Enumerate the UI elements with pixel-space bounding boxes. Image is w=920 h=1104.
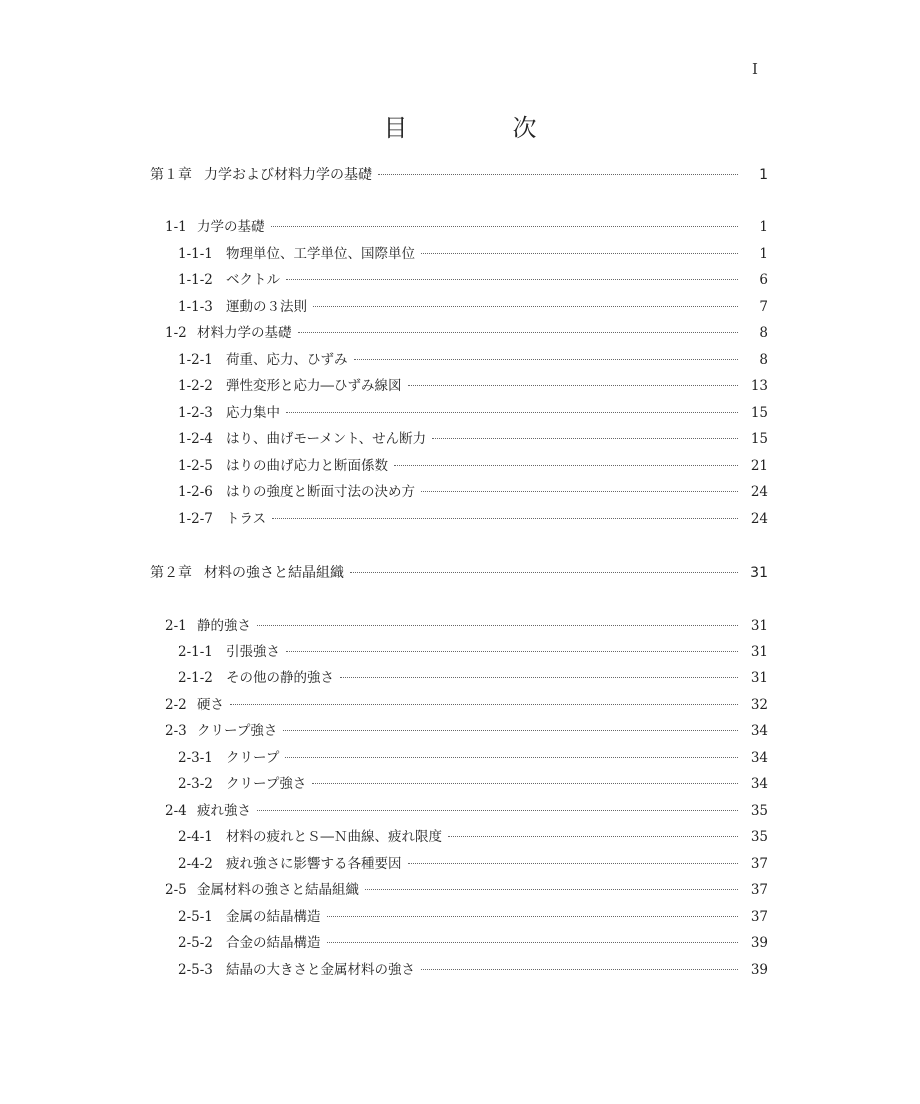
toc-entry-number: 1-2-3	[178, 405, 213, 421]
leader-dots	[283, 730, 738, 731]
leader-dots	[340, 677, 738, 678]
leader-dots	[350, 572, 738, 573]
leader-dots	[313, 306, 738, 307]
toc-entry-title: 静的強さ	[197, 618, 251, 634]
leader-dots	[421, 969, 738, 970]
toc-entry-number: 2-5	[165, 882, 187, 898]
toc-entry-number: 2-1	[165, 618, 187, 634]
toc-subsection-2-1-1[interactable]	[178, 641, 768, 663]
toc-entry-page: 13	[750, 378, 768, 394]
toc-entry-number: 1-1	[165, 219, 187, 235]
toc-entry-title: 運動の３法則	[226, 299, 307, 315]
leader-dots	[257, 625, 738, 626]
toc-subsection-1-2-7[interactable]	[178, 508, 768, 530]
toc-entry-number: 2-1-2	[178, 670, 213, 686]
toc-subsection-2-1-2[interactable]	[178, 667, 768, 689]
toc-subsection-1-2-5[interactable]	[178, 455, 768, 477]
leader-dots	[230, 704, 738, 705]
toc-entry-title: 引張強さ	[226, 644, 280, 660]
leader-dots	[421, 253, 738, 254]
toc-entry-page: 32	[750, 697, 768, 713]
toc-entry-page: 21	[750, 458, 768, 474]
toc-entry-title: 疲れ強さに影響する各種要因	[226, 856, 402, 872]
toc-entry-title: 力学の基礎	[197, 219, 265, 235]
toc-subsection-1-2-4[interactable]	[178, 428, 768, 450]
leader-dots	[271, 226, 739, 227]
toc-entry-page: 31	[750, 565, 768, 581]
toc-entry-page: 31	[750, 670, 768, 686]
toc-entry-number: 1-2-5	[178, 458, 213, 474]
toc-chapter-1[interactable]	[150, 164, 768, 186]
toc-entry-title: クリープ強さ	[197, 723, 278, 739]
toc-entry-number: 2-3-2	[178, 776, 213, 792]
toc-subsection-1-2-1[interactable]	[178, 349, 768, 371]
toc-entry-page: 7	[759, 299, 768, 315]
toc-entry-page: 15	[750, 431, 768, 447]
page-title-char-1: 目	[383, 114, 408, 142]
leader-dots	[298, 332, 739, 333]
toc-entry-page: 34	[750, 750, 768, 766]
toc-entry-number: 第１章	[150, 167, 192, 183]
toc-entry-page: 39	[750, 962, 768, 978]
toc-entry-page: 37	[750, 909, 768, 925]
toc-subsection-2-4-2[interactable]	[178, 853, 768, 875]
toc-entry-title: ベクトル	[226, 272, 280, 288]
toc-subsection-2-5-2[interactable]	[178, 932, 768, 954]
toc-entry-title: クリープ強さ	[226, 776, 307, 792]
toc-entry-number: 1-1-3	[178, 299, 213, 315]
toc-entry-title: 材料力学の基礎	[197, 325, 292, 341]
toc-entry-page: 35	[750, 803, 768, 819]
toc-section-1-2[interactable]	[165, 322, 768, 344]
leader-dots	[327, 942, 739, 943]
toc-entry-title: はりの強度と断面寸法の決め方	[226, 484, 415, 500]
toc-entry-number: 2-2	[165, 697, 187, 713]
toc-entry-title: 金属の結晶構造	[226, 909, 321, 925]
toc-entry-page: 6	[759, 272, 768, 288]
leader-dots	[285, 757, 738, 758]
toc-entry-title: はり、曲げモーメント、せん断力	[226, 431, 427, 447]
leader-dots	[312, 783, 738, 784]
toc-section-2-3[interactable]	[165, 720, 768, 742]
toc-entry-title: はりの曲げ応力と断面係数	[226, 458, 388, 474]
leader-dots	[365, 889, 738, 890]
toc-entry-page: 1	[759, 246, 768, 262]
toc-chapter-2[interactable]	[150, 562, 768, 584]
toc-entry-number: 2-5-2	[178, 935, 213, 951]
toc-entry-number: 1-2	[165, 325, 187, 341]
toc-subsection-2-5-3[interactable]	[178, 959, 768, 981]
toc-section-2-2[interactable]	[165, 694, 768, 716]
toc-entry-title: 結晶の大きさと金属材料の強さ	[226, 962, 415, 978]
toc-entry-number: 1-2-1	[178, 352, 213, 368]
toc-subsection-1-2-6[interactable]	[178, 481, 768, 503]
toc-entry-title: 物理単位、工学単位、国際単位	[226, 246, 415, 262]
toc-subsection-1-1-2[interactable]	[178, 269, 768, 291]
toc-entry-title: 金属材料の強さと結晶組織	[197, 882, 359, 898]
toc-entry-title: 荷重、応力、ひずみ	[226, 352, 348, 368]
leader-dots	[327, 916, 739, 917]
toc-entry-page: 39	[750, 935, 768, 951]
toc-entry-title: 合金の結晶構造	[226, 935, 321, 951]
toc-entry-page: 37	[750, 856, 768, 872]
toc-entry-page: 1	[759, 219, 768, 235]
toc-section-1-1[interactable]	[165, 216, 768, 238]
toc-entry-number: 2-4-2	[178, 856, 213, 872]
toc-entry-page: 37	[750, 882, 768, 898]
toc-entry-title: その他の静的強さ	[226, 670, 334, 686]
toc-entry-number: 1-1-2	[178, 272, 213, 288]
leader-dots	[408, 385, 739, 386]
toc-entry-number: 1-1-1	[178, 246, 213, 262]
toc-subsection-1-1-1[interactable]	[178, 243, 768, 265]
toc-entry-page: 8	[759, 352, 768, 368]
toc-entry-number: 2-5-3	[178, 962, 213, 978]
toc-entry-number: 第２章	[150, 565, 192, 581]
toc-section-2-4[interactable]	[165, 800, 768, 822]
toc-entry-page: 24	[750, 511, 768, 527]
toc-subsection-2-3-1[interactable]	[178, 747, 768, 769]
page-title-char-2: 次	[512, 114, 537, 142]
toc-entry-number: 1-2-7	[178, 511, 213, 527]
toc-subsection-1-2-2[interactable]	[178, 375, 768, 397]
leader-dots	[286, 279, 738, 280]
toc-entry-number: 1-2-6	[178, 484, 213, 500]
leader-dots	[448, 836, 738, 837]
leader-dots	[272, 518, 738, 519]
toc-entry-title: 弾性変形と応力―ひずみ線図	[226, 378, 402, 394]
toc-entry-number: 1-2-2	[178, 378, 213, 394]
toc-subsection-2-5-1[interactable]	[178, 906, 768, 928]
toc-entry-title: トラス	[226, 511, 267, 527]
leader-dots	[432, 438, 738, 439]
toc-entry-title: 硬さ	[197, 697, 224, 713]
leader-dots	[378, 174, 738, 175]
toc-section-2-1[interactable]	[165, 615, 768, 637]
toc-entry-page: 35	[750, 829, 768, 845]
toc-entry-title: 材料の強さと結晶組織	[204, 565, 344, 581]
toc-subsection-1-2-3[interactable]	[178, 402, 768, 424]
toc-entry-number: 2-3	[165, 723, 187, 739]
leader-dots	[286, 412, 738, 413]
page-number: I	[752, 60, 758, 78]
toc-entry-page: 15	[750, 405, 768, 421]
leader-dots	[257, 810, 738, 811]
leader-dots	[354, 359, 739, 360]
toc-subsection-2-4-1[interactable]	[178, 826, 768, 848]
toc-entry-number: 2-1-1	[178, 644, 213, 660]
toc-subsection-1-1-3[interactable]	[178, 296, 768, 318]
toc-section-2-5[interactable]	[165, 879, 768, 901]
toc-entry-title: 疲れ強さ	[197, 803, 251, 819]
toc-entry-number: 1-2-4	[178, 431, 213, 447]
toc-entry-number: 2-4-1	[178, 829, 213, 845]
toc-entry-page: 31	[750, 644, 768, 660]
toc-subsection-2-3-2[interactable]	[178, 773, 768, 795]
toc-entry-page: 1	[759, 167, 768, 183]
toc-entry-page: 31	[750, 618, 768, 634]
leader-dots	[421, 491, 738, 492]
toc-entry-page: 34	[750, 776, 768, 792]
toc-entry-number: 2-5-1	[178, 909, 213, 925]
toc-entry-page: 34	[750, 723, 768, 739]
leader-dots	[286, 651, 738, 652]
leader-dots	[394, 465, 738, 466]
toc-entry-number: 2-3-1	[178, 750, 213, 766]
toc-entry-number: 2-4	[165, 803, 187, 819]
toc-entry-title: クリープ	[226, 750, 280, 766]
toc-entry-page: 24	[750, 484, 768, 500]
toc-entry-title: 力学および材料力学の基礎	[204, 167, 372, 183]
leader-dots	[408, 863, 739, 864]
toc-entry-title: 材料の疲れとＳ―Ｎ曲線、疲れ限度	[226, 829, 442, 845]
toc-entry-title: 応力集中	[226, 405, 280, 421]
page-title	[0, 108, 920, 143]
toc-entry-page: 8	[759, 325, 768, 341]
